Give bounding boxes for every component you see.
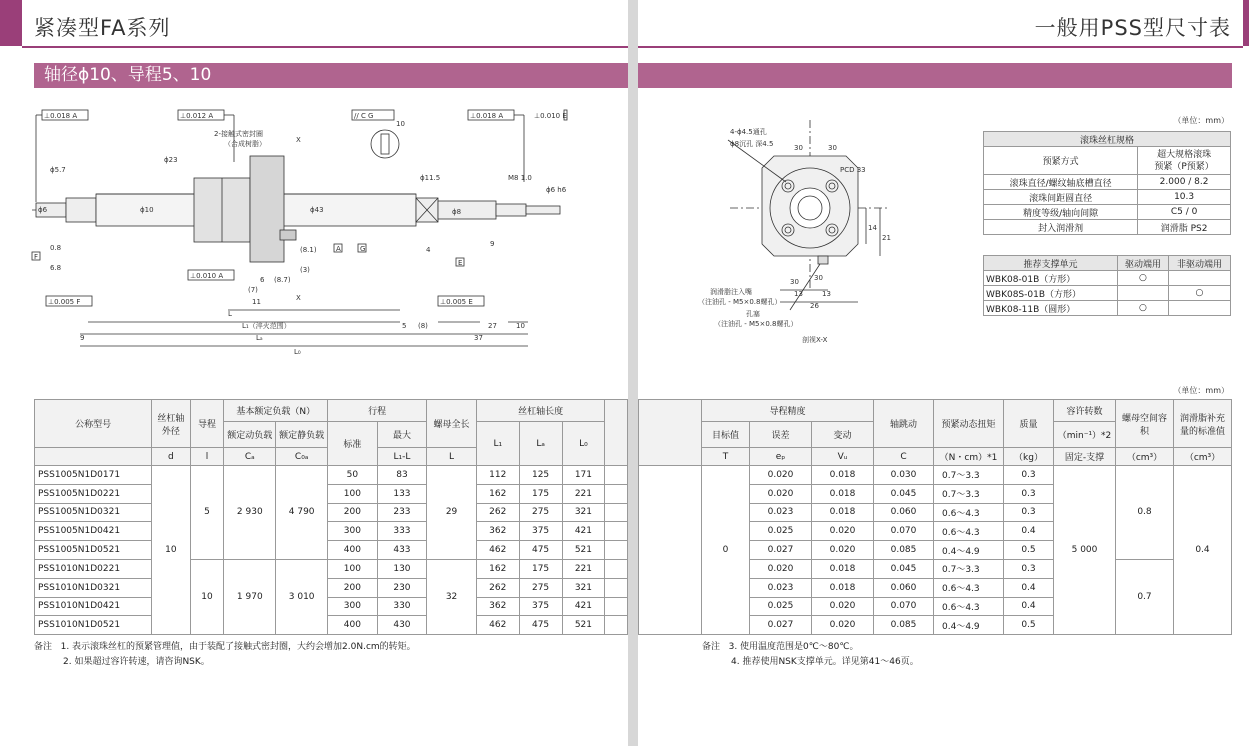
h-model: 公称型号 [35, 400, 152, 448]
h-torque-sym: （N・cm）*1 [934, 448, 1004, 466]
right-table-body [639, 466, 1232, 635]
notes-label-left: 备注 [34, 642, 53, 652]
dim-3: (3) [300, 266, 310, 274]
stroke-max-cell: 133 [377, 484, 427, 503]
note-4: 4. 推荐使用NSK支撑单元。详见第41～46页。 [731, 657, 919, 667]
model-cell: PSS1005N1D0521 [35, 541, 152, 560]
h-target: 目标值 [702, 422, 750, 448]
right-edge-tab [1243, 0, 1249, 46]
blank-cell [605, 616, 628, 635]
stroke-max-cell: 330 [377, 597, 427, 616]
lead-cell: 5 [190, 466, 224, 560]
l0-cell: 171 [562, 466, 605, 485]
l1-cell: 362 [476, 522, 519, 541]
dim-la: Lₐ [256, 334, 263, 342]
dim-7: (7) [248, 286, 258, 294]
model-cell: PSS1005N1D0321 [35, 503, 152, 522]
h-nut-sym: L [427, 448, 477, 466]
unit-note-top: （单位：mm） [1173, 116, 1229, 125]
l1-cell: 462 [476, 616, 519, 635]
shaft-d-cell: 10 [152, 466, 190, 635]
left-header-title: 紧凑型FA系列 [34, 16, 171, 40]
support-drive-2: ○ [1118, 301, 1169, 316]
model-cell: PSS1010N1D0421 [35, 597, 152, 616]
tol-frame-2: ⊥0.012 A [180, 112, 214, 120]
nut-volume-cell: 0.8 [1116, 466, 1174, 560]
table-row [35, 559, 628, 578]
l0-cell: 221 [562, 484, 605, 503]
variation-cell: 0.018 [812, 578, 874, 597]
variation-cell: 0.018 [812, 559, 874, 578]
h-dyn: 额定动负载 [224, 422, 276, 448]
error-cell: 0.027 [750, 616, 812, 635]
spec-value-0: 超大规格滚珠 预紧（P预紧） [1138, 147, 1231, 175]
dim-l0: L₀ [294, 348, 301, 356]
runout-cell: 0.085 [874, 616, 934, 635]
runout-cell: 0.070 [874, 522, 934, 541]
table-row [35, 503, 628, 522]
l0-cell: 321 [562, 503, 605, 522]
h-blank-right [639, 400, 702, 466]
torque-cell: 0.6～4.3 [934, 578, 1004, 597]
l1-cell: 162 [476, 559, 519, 578]
section-mark-x2: X [296, 294, 301, 302]
dim-0-8: 0.8 [50, 244, 62, 252]
variation-cell: 0.020 [812, 522, 874, 541]
l1-cell: 262 [476, 578, 519, 597]
variation-cell: 0.020 [812, 616, 874, 635]
h-nutvol-sym: （cm³） [1116, 448, 1174, 466]
h-std: 标准 [328, 422, 378, 466]
table-row [35, 616, 628, 635]
h-lead: 导程 [190, 400, 224, 448]
la-cell: 275 [519, 578, 562, 597]
h-la: Lₐ [519, 422, 562, 466]
table-row [35, 466, 628, 485]
dim-30-c: 30 [790, 278, 799, 286]
torque-cell: 0.7～3.3 [934, 484, 1004, 503]
h-mass-sym: （kg） [1004, 448, 1054, 466]
h-dyn-sym: Cₐ [224, 448, 276, 466]
error-cell: 0.023 [750, 503, 812, 522]
h-nut: 螺母全长 [427, 400, 477, 448]
tol-frame-1: ⊥0.018 A [44, 112, 78, 120]
stroke-std-cell: 400 [328, 541, 378, 560]
dim-21: 21 [882, 234, 891, 242]
spec-value-2: 10.3 [1138, 190, 1231, 205]
blank-cell [605, 578, 628, 597]
h-speed-sub: 固定-支撑 [1054, 448, 1116, 466]
tol-frame-8: ⊥0.005 E [440, 298, 473, 306]
nut-volume-cell: 0.7 [1116, 559, 1174, 634]
blank-cell [605, 559, 628, 578]
h-speed: 容许转数 [1054, 400, 1116, 422]
model-cell: PSS1005N1D0221 [35, 484, 152, 503]
l0-cell: 421 [562, 597, 605, 616]
h-shaft: 丝杠轴外径 [152, 400, 190, 448]
dim-8-7: (8.7) [274, 276, 291, 284]
blank-cell [605, 597, 628, 616]
spec-label-0: 预紧方式 [984, 147, 1138, 175]
variation-cell: 0.018 [812, 466, 874, 485]
h-shaft-sym: d [152, 448, 190, 466]
model-cell: PSS1005N1D0171 [35, 466, 152, 485]
dim-26: 26 [810, 302, 819, 310]
h-l1: L₁ [476, 422, 519, 466]
la-cell: 175 [519, 484, 562, 503]
dim-l: L [228, 310, 232, 318]
h-runout-sym: C [874, 448, 934, 466]
torque-cell: 0.6～4.3 [934, 503, 1004, 522]
plug-thread: （注油孔 - M5×0.8螺孔） [714, 320, 798, 328]
torque-cell: 0.6～4.3 [934, 597, 1004, 616]
mass-cell: 0.3 [1004, 503, 1054, 522]
mass-cell: 0.3 [1004, 466, 1054, 485]
note-3: 3. 使用温度范围是0℃～80℃。 [728, 642, 859, 652]
variation-cell: 0.020 [812, 597, 874, 616]
dim-14: 14 [868, 224, 877, 232]
h-error-sym: eₚ [750, 448, 812, 466]
spec-caption: 滚珠丝杠规格 [984, 132, 1231, 147]
la-cell: 125 [519, 466, 562, 485]
tol-frame-6: ⊥0.010 A [190, 272, 224, 280]
mass-cell: 0.5 [1004, 541, 1054, 560]
l1-cell: 362 [476, 597, 519, 616]
l1-cell: 262 [476, 503, 519, 522]
model-cell: PSS1005N1D0421 [35, 522, 152, 541]
stroke-std-cell: 50 [328, 466, 378, 485]
dim-27: 27 [488, 322, 497, 330]
dim-6: 6 [260, 276, 265, 284]
stroke-std-cell: 100 [328, 484, 378, 503]
variation-cell: 0.020 [812, 541, 874, 560]
dim-phi10: ϕ10 [140, 206, 154, 214]
spec-label-4: 封入润滑剂 [984, 220, 1138, 235]
h-stat-sym: C₀ₐ [276, 448, 328, 466]
counterbore-note: ϕ8沉孔 深4.5 [730, 140, 774, 148]
runout-cell: 0.045 [874, 484, 934, 503]
table-row [35, 578, 628, 597]
dyn-load-cell: 1 970 [224, 559, 276, 634]
section-mark-x: X [296, 136, 301, 144]
stroke-std-cell: 200 [328, 578, 378, 597]
stat-load-cell: 4 790 [276, 466, 328, 560]
seal-note-2: （合成树脂） [224, 140, 266, 148]
la-cell: 175 [519, 559, 562, 578]
spec-value-1: 2.000 / 8.2 [1138, 175, 1231, 190]
h-mass: 质量 [1004, 400, 1054, 448]
dim-phi23: ϕ23 [164, 156, 178, 164]
dim-30-d: 30 [814, 274, 823, 282]
lube-inlet-thread: （注油孔 - M5×0.8螺孔） [698, 298, 782, 306]
h-error: 误差 [750, 422, 812, 448]
nut-length-cell: 32 [427, 559, 477, 634]
datum-g: G [360, 245, 366, 253]
dim-8b: (8) [418, 322, 428, 330]
error-cell: 0.020 [750, 559, 812, 578]
notes-right [702, 640, 919, 670]
l1-cell: 112 [476, 466, 519, 485]
stat-load-cell: 3 010 [276, 559, 328, 634]
mass-cell: 0.4 [1004, 522, 1054, 541]
model-cell: PSS1010N1D0221 [35, 559, 152, 578]
torque-cell: 0.4～4.9 [934, 541, 1004, 560]
dim-phi6: ϕ6 [38, 206, 48, 214]
spec-table-left [34, 399, 628, 635]
stroke-std-cell: 400 [328, 616, 378, 635]
seal-note-1: 2-接触式密封圈 [214, 130, 263, 138]
blank-cell [605, 503, 628, 522]
notes-label-right: 备注 [702, 642, 721, 652]
mass-cell: 0.5 [1004, 616, 1054, 635]
support-name-0: WBK08-01B（方形） [984, 271, 1118, 286]
stroke-max-cell: 230 [377, 578, 427, 597]
l0-cell: 521 [562, 541, 605, 560]
dim-phi6h6: ϕ6 h6 [546, 186, 567, 194]
h-stat: 额定静负载 [276, 422, 328, 448]
la-cell: 475 [519, 541, 562, 560]
h-lube-sym: （cm³） [1174, 448, 1232, 466]
unit-note-bottom: （单位：mm） [1173, 386, 1229, 395]
dim-8-1: (8.1) [300, 246, 317, 254]
model-cell: PSS1010N1D0321 [35, 578, 152, 597]
h-blank [605, 400, 628, 466]
spec-value-4: 润滑脂 PS2 [1138, 220, 1231, 235]
l0-cell: 221 [562, 559, 605, 578]
table-row [639, 466, 1232, 485]
support-name-2: WBK08-11B（圆形） [984, 301, 1118, 316]
stroke-std-cell: 100 [328, 559, 378, 578]
dim-4: 4 [426, 246, 431, 254]
target-cell: 0 [702, 466, 750, 635]
la-cell: 375 [519, 597, 562, 616]
mass-cell: 0.3 [1004, 559, 1054, 578]
la-cell: 275 [519, 503, 562, 522]
datum-a: A [336, 245, 341, 253]
runout-cell: 0.070 [874, 597, 934, 616]
h-runout: 轴跳动 [874, 400, 934, 448]
h-accuracy: 导程精度 [702, 400, 874, 422]
h-torque: 预紧动态扭矩 [934, 400, 1004, 448]
support-drive-1 [1118, 286, 1169, 301]
dim-phi8: ϕ8 [452, 208, 462, 216]
stroke-max-cell: 83 [377, 466, 427, 485]
support-h-drive: 驱动端用 [1118, 256, 1169, 271]
support-nondrive-1: ○ [1168, 286, 1230, 301]
lead-cell: 10 [190, 559, 224, 634]
runout-cell: 0.060 [874, 503, 934, 522]
support-name-1: WBK08S-01B（方形） [984, 286, 1118, 301]
runout-cell: 0.045 [874, 559, 934, 578]
h-model-sym [35, 448, 152, 466]
dim-13-a: 13 [794, 290, 803, 298]
page-gutter [628, 0, 638, 746]
h-variation-sym: Vᵤ [812, 448, 874, 466]
blank-cell [605, 466, 628, 485]
la-cell: 475 [519, 616, 562, 635]
dim-30-b: 30 [828, 144, 837, 152]
dim-6-8: 6.8 [50, 264, 62, 272]
error-cell: 0.025 [750, 522, 812, 541]
model-cell: PSS1010N1D0521 [35, 616, 152, 635]
spec-label-2: 滚珠间距圆直径 [984, 190, 1138, 205]
dim-phi115: ϕ11.5 [420, 174, 441, 182]
spec-value-3: C5 / 0 [1138, 205, 1231, 220]
left-edge-tab [0, 0, 22, 46]
lube-inlet-label: 润滑脂注入嘴 [710, 288, 752, 296]
spec-table-right [638, 399, 1232, 635]
table-row [35, 522, 628, 541]
spec-label-1: 滚珠直径/螺纹轴底槽直径 [984, 175, 1138, 190]
dim-10: 10 [396, 120, 405, 128]
h-target-sym: T [702, 448, 750, 466]
torque-cell: 0.7～3.3 [934, 559, 1004, 578]
section-title: 轴径ϕ10、导程5、10 [34, 63, 628, 88]
h-load: 基本额定负载（N） [224, 400, 328, 422]
blank-cell-right [639, 466, 702, 635]
h-variation: 变动 [812, 422, 874, 448]
nut-end-view [690, 120, 910, 350]
table-row [35, 541, 628, 560]
blank-cell [605, 484, 628, 503]
stroke-max-cell: 333 [377, 522, 427, 541]
l1-cell: 462 [476, 541, 519, 560]
l1-cell: 162 [476, 484, 519, 503]
speed-cell: 5 000 [1054, 466, 1116, 635]
stroke-std-cell: 200 [328, 503, 378, 522]
h-lube: 润滑脂补充量的标准值 [1174, 400, 1232, 448]
h-lead-sym: l [190, 448, 224, 466]
ball-screw-spec-table [983, 131, 1231, 235]
stroke-max-cell: 430 [377, 616, 427, 635]
variation-cell: 0.018 [812, 484, 874, 503]
right-header-rule [638, 46, 1243, 48]
notes-left [34, 640, 416, 670]
runout-cell: 0.085 [874, 541, 934, 560]
l0-cell: 321 [562, 578, 605, 597]
dim-30-a: 30 [794, 144, 803, 152]
lube-cell: 0.4 [1174, 466, 1232, 635]
tol-frame-4: ⊥0.018 A [470, 112, 504, 120]
dim-5: 5 [402, 322, 407, 330]
support-nondrive-2 [1168, 301, 1230, 316]
section-bar-right [638, 63, 1232, 88]
h-stroke: 行程 [328, 400, 427, 422]
error-cell: 0.020 [750, 466, 812, 485]
error-cell: 0.027 [750, 541, 812, 560]
dim-37: 37 [474, 334, 483, 342]
pcd-label: PCD 33 [840, 166, 866, 174]
dim-9: 9 [490, 240, 495, 248]
tol-frame-5: ⊥0.010 E [534, 112, 567, 120]
h-speed-unit: （min⁻¹）*2 [1054, 422, 1116, 448]
stroke-max-cell: 130 [377, 559, 427, 578]
stroke-max-cell: 433 [377, 541, 427, 560]
h-max: 最大 [377, 422, 427, 448]
dim-l1: L₁（淬火范围） [242, 322, 291, 330]
runout-cell: 0.030 [874, 466, 934, 485]
l0-cell: 421 [562, 522, 605, 541]
stroke-std-cell: 300 [328, 522, 378, 541]
dim-11: 11 [252, 298, 261, 306]
datum-f: F [34, 253, 39, 261]
datum-e: E [458, 259, 463, 267]
table-row [35, 597, 628, 616]
holes-note: 4-ϕ4.5通孔 [730, 128, 767, 136]
h-max-sym: L₁-L [377, 448, 427, 466]
error-cell: 0.020 [750, 484, 812, 503]
dyn-load-cell: 2 930 [224, 466, 276, 560]
mass-cell: 0.4 [1004, 578, 1054, 597]
dim-phi57: ϕ5.7 [50, 166, 66, 174]
support-nondrive-0 [1168, 271, 1230, 286]
note-1: 1. 表示滚珠丝杠的预紧管理值，由于装配了接触式密封圈，大约会增加2.0N.cm的转矩。 [60, 642, 416, 652]
left-header-rule [22, 46, 628, 48]
thread-spec: M8 1.0 [508, 174, 532, 182]
screw-drawing [28, 102, 568, 362]
mass-cell: 0.3 [1004, 484, 1054, 503]
note-2: 2. 如果超过容许转速，请咨询NSK。 [63, 657, 210, 667]
runout-cell: 0.060 [874, 578, 934, 597]
nut-length-cell: 29 [427, 466, 477, 560]
mass-cell: 0.4 [1004, 597, 1054, 616]
support-unit-table [983, 255, 1231, 316]
variation-cell: 0.018 [812, 503, 874, 522]
dim-10b: 10 [516, 322, 525, 330]
stroke-max-cell: 233 [377, 503, 427, 522]
torque-cell: 0.7～3.3 [934, 466, 1004, 485]
table-row [35, 484, 628, 503]
dim-9b: 9 [80, 334, 85, 342]
plug-label: 孔塞 [746, 310, 760, 318]
l0-cell: 521 [562, 616, 605, 635]
support-h-nondrive: 非驱动端用 [1168, 256, 1230, 271]
support-h-unit: 推荐支撑单元 [984, 256, 1118, 271]
right-header-title: 一般用PSS型尺寸表 [1034, 16, 1231, 40]
dim-phi43: ϕ43 [310, 206, 324, 214]
tol-frame-7: ⊥0.005 F [48, 298, 81, 306]
dim-13-b: 13 [822, 290, 831, 298]
blank-cell [605, 522, 628, 541]
support-drive-0: ○ [1118, 271, 1169, 286]
tol-frame-3: // C G [354, 112, 374, 120]
h-len: 丝杠轴长度 [476, 400, 604, 422]
blank-cell [605, 541, 628, 560]
torque-cell: 0.4～4.9 [934, 616, 1004, 635]
error-cell: 0.023 [750, 578, 812, 597]
section-caption: 剖视X-X [802, 336, 828, 344]
error-cell: 0.025 [750, 597, 812, 616]
la-cell: 375 [519, 522, 562, 541]
h-nutvol: 螺母空间容积 [1116, 400, 1174, 448]
spec-label-3: 精度等级/轴向间隙 [984, 205, 1138, 220]
left-table-body [35, 466, 628, 635]
h-l0: L₀ [562, 422, 605, 466]
torque-cell: 0.6～4.3 [934, 522, 1004, 541]
stroke-std-cell: 300 [328, 597, 378, 616]
